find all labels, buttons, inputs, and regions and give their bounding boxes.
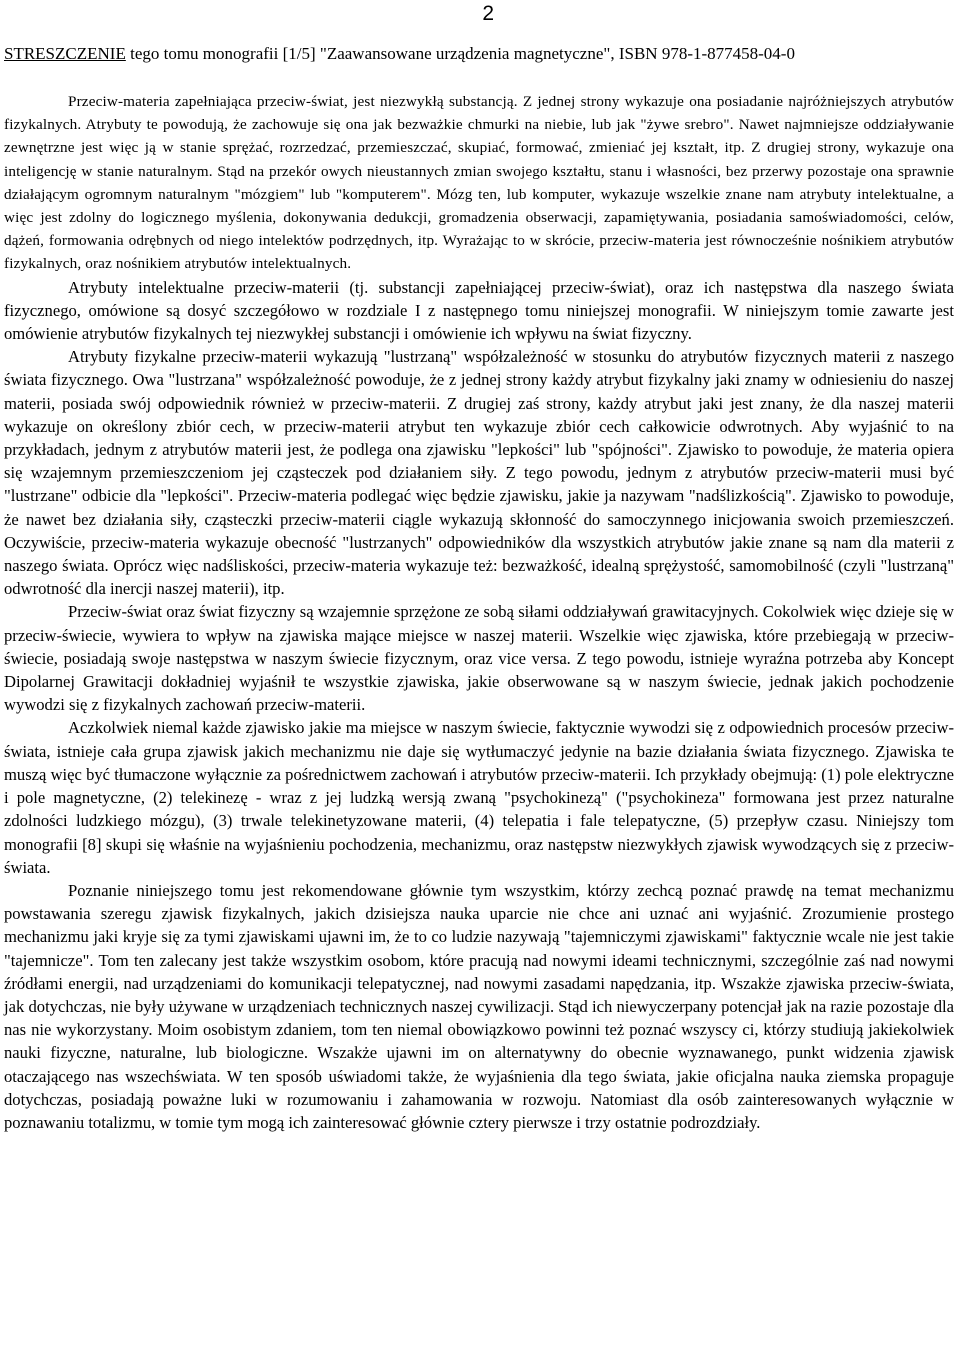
paragraph: Atrybuty fizykalne przeciw-materii wykazują "lustrzaną" współzależność w stosunku do atrybutów fizycznych materii z naszego świata fizycznego. Owa "lustrzana" współzależność powoduje, że z jednej strony każdy atrybut fizykalny jaki znamy w odniesieniu do naszej materii, posiada swój odpowiednik również w przeciw-materii. Z drugiej zaś strony, każdy atrybut jaki jest znany, że dla naszej materii wykazuje on określony zbiór cech, w przeciw-materii atrybut ten wykazuje zbiór cech całkowicie odwrotnych. Aby wyjaśnić to na przykładach, jednym z atrybutów materii jest, że podlega ona zjawisku "lepkości" lub "spójności". Zjawisko to powoduje, że materia opiera się wzajemnym przemieszczeniom jej cząsteczek pod działaniem siły. Z tego powodu, jednym z atrybutów przeciw-materii musi być "lustrzane" odbicie dla "lepkości". Przeciw-materia podlegać więc będzie zjawisku, jakie ja nazywam "nadślizkością". Zjawisko to powoduje, że nawet bez działania siły, cząsteczki przeciw-materii ciągle wykazują skłonność do samoczynnego inicjowania swoich przemieszczeń. Oczywiście, przeciw-materia wykazuje obecność "lustrzanych" odpowiedników dla wszystkich atrybutów jakie znane są nam dla materii z naszego świata. Oprócz więc nadśliskości, przeciw-materia wykazuje też: bezważkość, idealną sprężystość, samomobilność (czyli "lustrzaną" odwrotność dla inercji naszej materii), itp. xyxy=(4,347,954,599)
document-header xyxy=(4,43,954,65)
paragraph: Poznanie niniejszego tomu jest rekomendowane głównie tym wszystkim, którzy zechcą poznać prawdę na temat mechanizmu powstawania szeregu zjawisk fizykalnych, jakich dzisiejsza nauka uparcie nie chce ani uznać ani wyjaśnić. Zrozumienie prostego mechanizmu jaki kryje się za tymi zjawiskami ujawni im, że to co ludzie nazywają "tajemniczymi zjawiskami" faktycznie wcale nie jest takie "tajemnicze". Tom ten zalecany jest także wszystkim osobom, które pracują nad nowymi ideami technicznymi, szczególnie zaś nad nowymi źródłami energii, nad urządzeniami do komunikacji telepatycznej, nad nowymi zasadami napędzania, itp. Wszakże zjawiska przeciw-świata, jak dotychczas, nie były używane w urządzeniach technicznych naszej cywilizacji. Stąd ich niewyczerpany potencjał jak na razie pozostaje dla nas nie wykorzystany. Moim osobistym zdaniem, tom ten niemal obowiązkowo powinni też poznać wszyscy ci, którzy studiują jakiekolwiek nauki fizyczne, naturalne, lub biologiczne. Wszakże ujawni im on alternatywny do obecnie wyznawanego, punkt widzenia zjawisk otaczającego nas wszechświata. W ten sposób uświadomi także, że wyjaśnienia dla tego świata, jakie oficjalna nauka ziemska propaguje dotychczas, posiadają poważne luki w rozumowaniu i zahamowania w rozwoju. Natomiast dla osób zainteresowanych wyłącznie w poznawaniu totalizmu, w tomie tym mogą ich zainteresować głównie cztery pierwsze i trzy ostatnie podrozdziały. xyxy=(4,880,954,1132)
paragraph: Aczkolwiek niemal każde zjawisko jakie ma miejsce w naszym świecie, faktycznie wywodzi się z odpowiednich procesów przeciw-świata, istnieje cała grupa zjawisk jakich mechanizmu nie daje się wytłumaczyć jedynie na bazie działania świata fizycznego. Zjawiska te muszą więc być tłumaczone wyłącznie za pośrednictwem zachowań i atrybutów przeciw-materii. Ich przykłady obejmują: (1) pole elektryczne i pole magnetyczne, (2) telekinezę - wraz z jej ludzką wersją zwaną "psychokinezą" ("psychokineza" formowana jest przez naturalne zdolności ludzkiego mózgu), (3) trwale telekinetyzowane materii, (4) telepatia i fale telepatyczne, (5) przepływ czasu. Niniejszy tom monografii [8] skupi się właśnie na wyjaśnieniu pochodzenia, mechanizmu, oraz następstw niezwykłych zjawisk wywodzących się z przeciw-świata. xyxy=(4,718,954,877)
header-label: STRESZCZENIE xyxy=(4,44,126,63)
paragraph: Przeciw-świat oraz świat fizyczny są wzajemnie sprzężone ze sobą siłami oddziaływań grawitacyjnych. Cokolwiek więc dzieje się w przeciw-świecie, wywiera to wpływ na zjawiska mające miejsce w naszej materii. Wszelkie więc zjawiska, które przebiegają w przeciw-świecie, posiadają swoje następstwa w naszym świecie fizycznym, oraz vice versa. Z tego powodu, istnieje wyraźna potrzeba aby Koncept Dipolarnej Grawitacji dokładniej wyjaśnił te wszystkie zjawiska, jakie obserwowane są w naszym świecie, jednak jakich pochodzenie wywodzi się z fizykalnych zachowań przeciw-materii. xyxy=(4,602,954,715)
header-text: tego tomu monografii [1/5] "Zaawansowane urządzenia magnetyczne", ISBN 978-1-877458-04-0 xyxy=(125,44,795,63)
document-body xyxy=(4,90,954,1134)
paragraph: Przeciw-materia zapełniająca przeciw-świat, jest niezwykłą substancją. Z jednej strony wykazuje ona posiadanie najróżniejszych atrybutów fizykalnych. Atrybuty te powodują, że zachowuje się ona jak bezważkie chmurki na niebie, lub jak "żywe srebro". Nawet najmniejsze oddziaływanie zewnętrzne jest więc ją w stanie sprężać, rozrzedzać, przemieszczać, skupiać, formować, zmieniać jej kształt, itp. Z drugiej strony, wykazuje ona inteligencję w stanie naturalnym. Stąd na przekór owych nieustannych zmian swojego kształtu, stanu i własności, bez przerwy pozostaje ona sprawnie działającym ogromnym naturalnym "mózgiem" lub "komputerem". Mózg ten, lub komputer, wykazuje wszelkie znane nam atrybuty intelektualne, a więc jest zdolny do logicznego myślenia, dokonywania dedukcji, gromadzenia obserwacji, zapamiętywania, posiadania samoświadomości, celów, dążeń, formowania odrębnych od niego intelektów podrzędnych, itp. Wyrażając to w skrócie, przeciw-materia jest równocześnie nośnikiem atrybutów fizykalnych, oraz nośnikiem atrybutów intelektualnych. xyxy=(4,93,954,273)
page-number: 2 xyxy=(482,2,494,25)
paragraph: Atrybuty intelektualne przeciw-materii (tj. substancji zapełniającej przeciw-świat), oraz ich następstwa dla naszego świata fizycznego, omówione są dosyć szczegółowo w rozdziale I z następnego tomu niniejszej monografii. W niniejszym tomie zawarte jest omówienie atrybutów fizykalnych tej niezwykłej substancji i omówienie ich wpływu na świat fizyczny. xyxy=(4,277,954,344)
